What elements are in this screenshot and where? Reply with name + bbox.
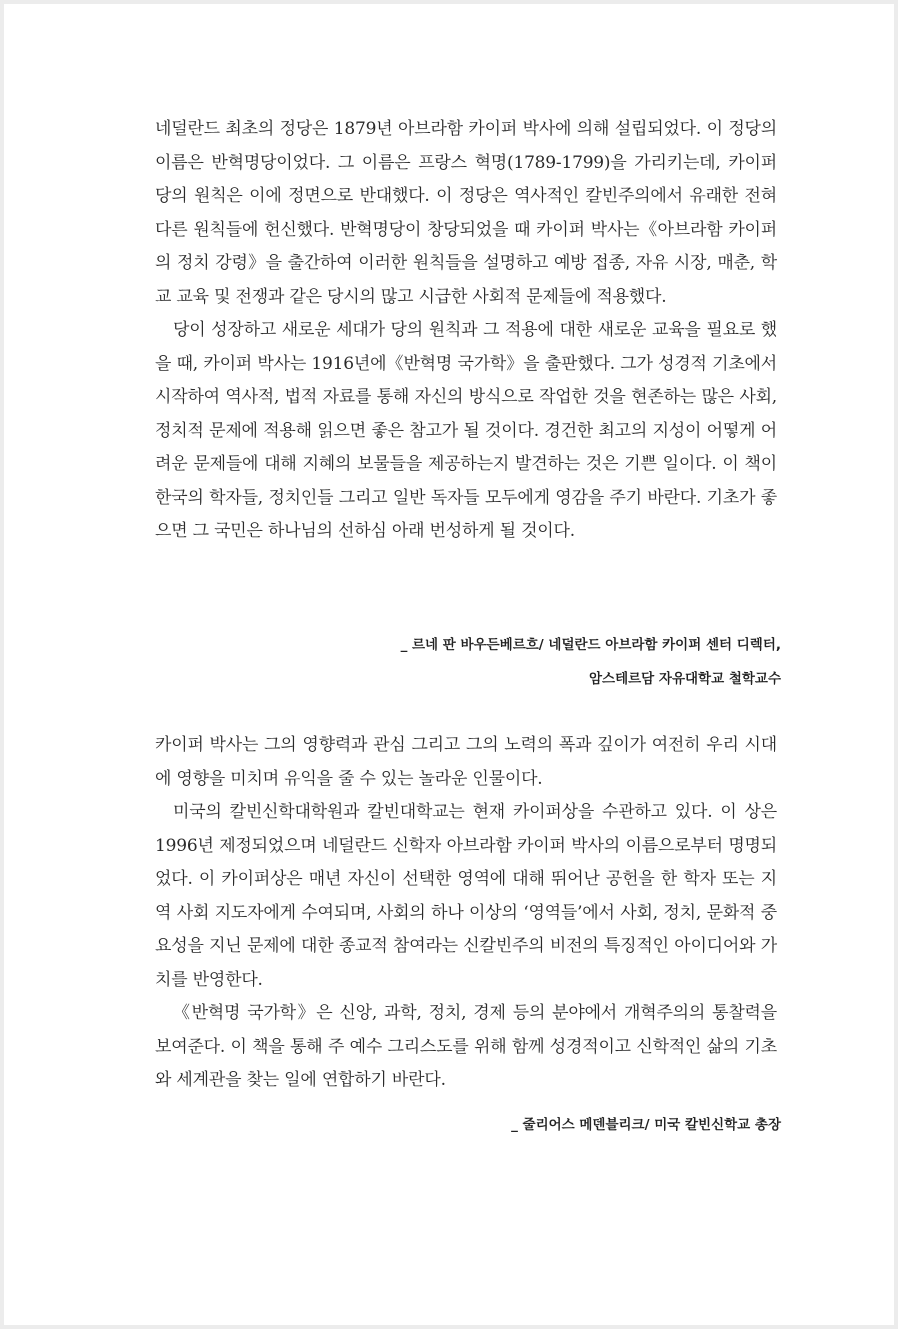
attribution-line: 암스테르담 자유대학교 철학교수 bbox=[589, 671, 781, 687]
paragraph: 당이 성장하고 새로운 세대가 당의 원칙과 그 적용에 대한 새로운 교육을 필요로 했을 때, 카이퍼 박사는 1916년에《반혁명 국가학》을 출판했다. 그가 성경적 기초에서 시작하여 역사적, 법적 자료를 통해 자신의 방식으로 작업한 것을 현존하는 많은 사회, 정치적 문제에 적용해 읽으면 좋은 참고가 될 것이다. 경건한 최고의 지성이 어떻게 어려운 문제들에 대해 지혜의 보물들을 제공하는지 발견하는 것은 기쁜 일이다. 이 책이 한국의 학자들, 정치인들 그리고 일반 독자들 모두에게 영감을 주기 바란다. 기초가 좋으면 그 국민은 하나님의 선하심 아래 번성하게 될 것이다. bbox=[155, 320, 777, 541]
attribution-line: _ 르네 판 바우든베르흐/ 네덜란드 아브라함 카이퍼 센터 디렉터, bbox=[400, 637, 781, 653]
attribution-line: _ 줄리어스 메덴블리크/ 미국 칼빈신학교 총장 bbox=[511, 1117, 781, 1133]
paragraph: 네덜란드 최초의 정당은 1879년 아브라함 카이퍼 박사에 의해 설립되었다. 이 정당의 이름은 반혁명당이었다. 그 이름은 프랑스 혁명(1789-1799)을 가리키는데, 카이퍼 당의 원칙은 이에 정면으로 반대했다. 이 정당은 역사적인 칼빈주의에서 유래한 전혀 다른 원칙들에 헌신했다. 반혁명당이 창당되었을 때 카이퍼 박사는《아브라함 카이퍼의 정치 강령》을 출간하여 이러한 원칙들을 설명하고 예방 접종, 자유 시장, 매춘, 학교 교육 및 전쟁과 같은 당시의 많고 시급한 사회적 문제들에 적용했다. bbox=[155, 119, 777, 307]
paragraph: 《반혁명 국가학》은 신앙, 과학, 정치, 경제 등의 분야에서 개혁주의의 통찰력을 보여준다. 이 책을 통해 주 예수 그리스도를 위해 함께 성경적이고 신학적인 삶의 기초와 세계관을 찾는 일에 연합하기 바란다. bbox=[155, 1003, 777, 1090]
endorsement-2-body bbox=[155, 729, 777, 1098]
endorsement-1-body bbox=[155, 113, 777, 549]
paragraph: 미국의 칼빈신학대학원과 칼빈대학교는 현재 카이퍼상을 수관하고 있다. 이 상은 1996년 제정되었으며 네덜란드 신학자 아브라함 카이퍼 박사의 이름으로부터 명명되었다. 이 카이퍼상은 매년 자신이 선택한 영역에 대해 뛰어난 공헌을 한 학자 또는 지역 사회 지도자에게 수여되며, 사회의 하나 이상의 ‘영역들’에서 사회, 정치, 문화적 중요성을 지닌 문제에 대한 종교적 참여라는 신칼빈주의 비전의 특징적인 아이디어와 가치를 반영한다. bbox=[155, 802, 777, 990]
paragraph: 카이퍼 박사는 그의 영향력과 관심 그리고 그의 노력의 폭과 깊이가 여전히 우리 시대에 영향을 미치며 유익을 줄 수 있는 놀라운 인물이다. bbox=[155, 735, 777, 789]
